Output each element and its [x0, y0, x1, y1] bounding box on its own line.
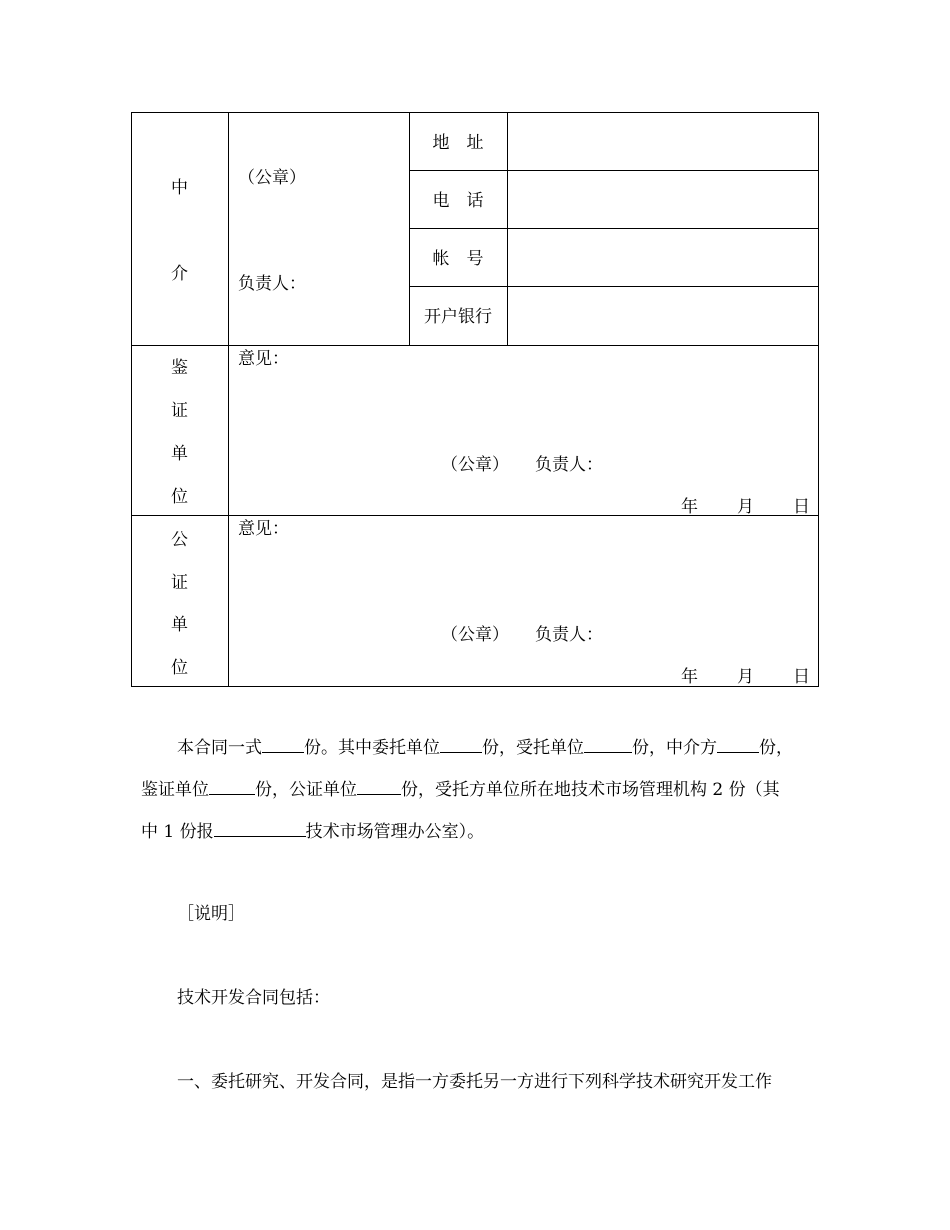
intermediary-label-top: 中: [171, 178, 188, 198]
copies-text: 份，公证单位: [255, 780, 357, 800]
phone-label: 电 话: [432, 191, 484, 211]
bank-label: 开户银行: [424, 307, 492, 327]
contract-intro: 技术开发合同包括：: [177, 988, 330, 1008]
notary-seal: （公章）: [441, 625, 509, 645]
copies-blank: [209, 778, 255, 795]
copies-blank: [584, 736, 632, 753]
verification-seal: （公章）: [441, 455, 509, 475]
notary-responsible: 负责人：: [535, 625, 603, 645]
copies-text: 份。其中委托单位: [304, 738, 440, 758]
copies-text: 份，受托单位: [482, 738, 584, 758]
notary-label-char: 证: [171, 573, 188, 593]
table-label-divider: [228, 112, 229, 687]
copies-line-2: [141, 775, 831, 800]
notary-year: 年: [681, 667, 698, 687]
verification-label-char: 单: [171, 444, 188, 464]
table-border-top: [131, 112, 819, 113]
verification-month: 月: [737, 497, 754, 517]
address-label: 地 址: [432, 133, 484, 153]
notary-label-char: 公: [171, 530, 188, 550]
item-one: 一、委托研究、开发合同，是指一方委托另一方进行下列科学技术研究开发工作: [177, 1072, 772, 1092]
notary-label-char: 单: [171, 615, 188, 635]
table-border-left: [131, 112, 132, 687]
table-border-bottom: [131, 686, 819, 687]
table-field-divider: [409, 228, 819, 229]
table-field-divider: [409, 170, 819, 171]
verification-opinion: 意见：: [238, 349, 289, 369]
account-label: 帐 号: [432, 249, 484, 269]
intermediary-label-bottom: 介: [171, 264, 188, 284]
notary-label-char: 位: [171, 658, 188, 678]
notary-opinion: 意见：: [238, 519, 289, 539]
verification-responsible: 负责人：: [535, 455, 603, 475]
table-border-right: [818, 112, 819, 687]
intermediary-responsible: 负责人：: [238, 274, 306, 294]
table-field-divider: [409, 286, 819, 287]
verification-label-char: 鉴: [171, 358, 188, 378]
copies-blank: [262, 736, 304, 753]
copies-text: 份，受托方单位所在地技术市场管理机构 2 份（其: [401, 780, 780, 800]
table-row-divider: [131, 345, 819, 346]
copies-line-3: [141, 817, 831, 842]
copies-text: 本合同一式: [177, 738, 262, 758]
notary-month: 月: [737, 667, 754, 687]
intermediary-seal: （公章）: [238, 168, 306, 188]
verification-year: 年: [681, 497, 698, 517]
copies-text: 份，: [759, 738, 793, 758]
copies-text: 鉴证单位: [141, 780, 209, 800]
copies-line-1: [177, 733, 867, 758]
verification-label-char: 位: [171, 487, 188, 507]
table-row-divider: [131, 515, 819, 516]
copies-blank: [717, 736, 759, 753]
copies-blank: [357, 778, 401, 795]
verification-label-char: 证: [171, 401, 188, 421]
copies-text: 份，中介方: [632, 738, 717, 758]
table-col-divider: [507, 112, 508, 346]
note-heading: ［说明］: [177, 904, 245, 924]
copies-blank: [440, 736, 482, 753]
copies-text: 技术市场管理办公室）。: [305, 822, 485, 842]
copies-text: 中 1 份报: [141, 822, 214, 842]
copies-blank: [214, 820, 306, 837]
notary-day: 日: [793, 667, 810, 687]
verification-day: 日: [793, 497, 810, 517]
